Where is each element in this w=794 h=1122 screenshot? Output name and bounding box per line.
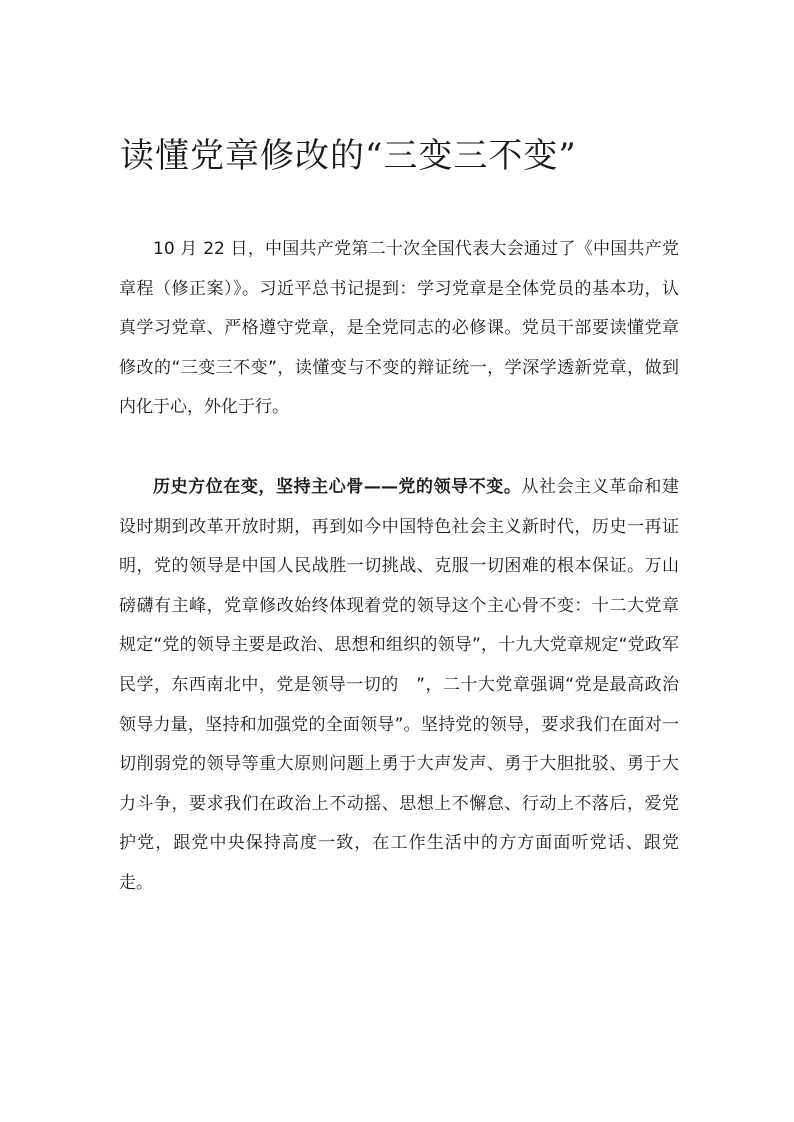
document-title: 读懂党章修改的“三变三不变” bbox=[120, 136, 577, 176]
paragraph-intro-text: 10 月 22 日，中国共产党第二十次全国代表大会通过了《中国共产党章程（修正案）》。习近平总书记提到：学习党章是全体党员的基本功，认真学习党章、严格遵守党章，是全党同志的必修课。党员干部要读懂党章修改的“三变三不变”，读懂变与不变的辩证统一，学深学透新党章，做到内化于心，外化于行。 bbox=[119, 239, 679, 418]
document-body bbox=[119, 230, 679, 904]
paragraph-party-leadership-text: 从社会主义革命和建设时期到改革开放时期，再到如今中国特色社会主义新时代，历史一再证明，党的领导是中国人民战胜一切挑战、克服一切困难的根本保证。万山磅礴有主峰，党章修改始终体现着党的领导这个主心骨不变：十二大党章规定“党的领导主要是政治、思想和组织的领导”，十九大党章规定“党政军民学，东西南北中，党是领导一切的 ”，二十大党章强调“党是最高政治领导力量，坚持和加强党的全面领导”。坚持党的领导，要求我们在面对一切削弱党的领导等重大原则问题上勇于大声发声、勇于大胆批驳、勇于大力斗争，要求我们在政治上不动摇、思想上不懈怠、行动上不落后，爱党护党，跟党中央保持高度一致，在工作生活中的方方面面听党话、跟党走。 bbox=[119, 476, 680, 893]
paragraph-lead-heading: 历史方位在变，坚持主心骨——党的领导不变。 bbox=[153, 476, 522, 497]
paragraph-intro bbox=[119, 230, 679, 428]
paragraph-party-leadership bbox=[119, 468, 679, 904]
